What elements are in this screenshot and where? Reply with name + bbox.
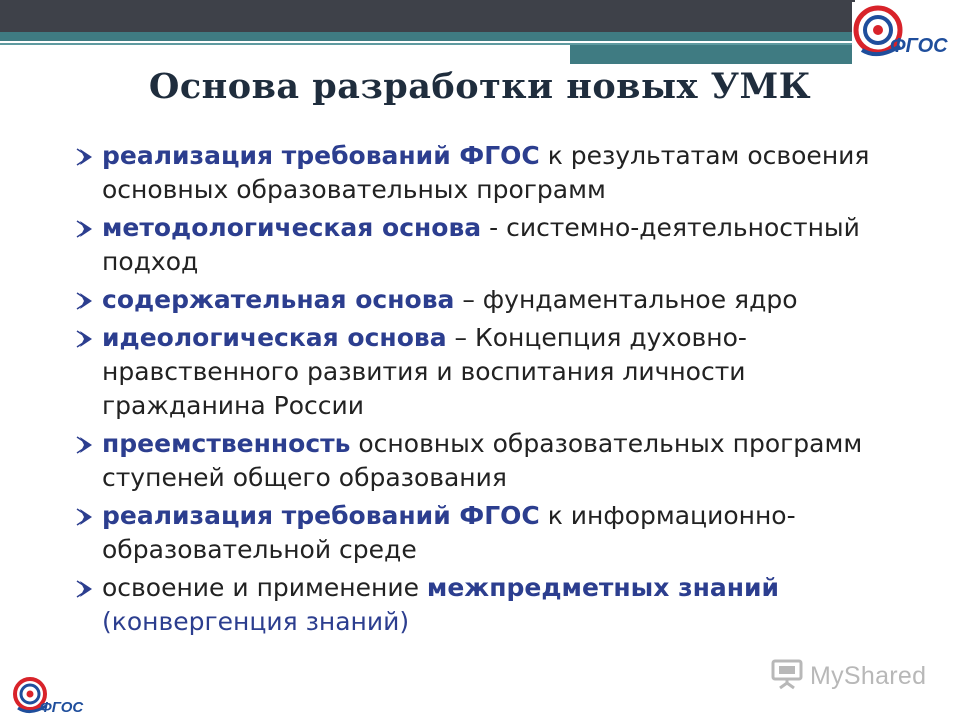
arrow-bullet-icon bbox=[76, 139, 100, 173]
arrow-bullet-icon bbox=[76, 427, 100, 461]
list-item bbox=[76, 499, 876, 567]
fgos-logo bbox=[852, 2, 956, 64]
bullet-list bbox=[76, 139, 876, 643]
item-text: - системно-деятельностный подход bbox=[102, 213, 860, 276]
fgos-logo-footer bbox=[10, 674, 102, 718]
list-item bbox=[76, 283, 876, 317]
arrow-bullet-icon bbox=[76, 571, 100, 605]
arrow-bullet-icon bbox=[76, 499, 100, 533]
slide-title: Основа разработки новых УМК bbox=[148, 66, 812, 107]
arrow-bullet-icon bbox=[76, 211, 100, 245]
item-text: к результатам освоения основных образовательных программ bbox=[102, 141, 870, 204]
header-dark-bar bbox=[0, 0, 855, 32]
header-accent-stripe bbox=[0, 32, 855, 41]
item-text: – Концепция духовно-нравственного развития и воспитания личности гражданина России bbox=[102, 323, 747, 420]
item-highlight: преемственность bbox=[102, 429, 351, 458]
list-item bbox=[76, 139, 876, 207]
list-item bbox=[76, 427, 876, 495]
header-accent-block bbox=[570, 45, 855, 64]
item-text: к информационно-образовательной среде bbox=[102, 501, 796, 564]
watermark-text: MyShared bbox=[810, 661, 927, 690]
item-suffix: (конвергенция знаний) bbox=[102, 607, 410, 636]
item-highlight: реализация требований ФГОС bbox=[102, 501, 540, 530]
svg-text:ФГОС: ФГОС bbox=[890, 35, 948, 57]
item-text: – фундаментальное ядро bbox=[454, 285, 798, 314]
presentation-icon bbox=[770, 658, 804, 694]
arrow-bullet-icon bbox=[76, 321, 100, 355]
list-item bbox=[76, 321, 876, 423]
item-highlight: содержательная основа bbox=[102, 285, 455, 314]
svg-text:ФГОС: ФГОС bbox=[40, 699, 84, 716]
myshared-watermark bbox=[770, 658, 940, 694]
item-highlight: реализация требований ФГОС bbox=[102, 141, 540, 170]
item-highlight: идеологическая основа bbox=[102, 323, 447, 352]
list-item bbox=[76, 211, 876, 279]
item-highlight: межпредметных знаний bbox=[426, 573, 780, 602]
list-item bbox=[76, 571, 876, 639]
arrow-bullet-icon bbox=[76, 283, 100, 317]
item-prefix: освоение и применение bbox=[102, 573, 427, 602]
item-text: основных образовательных программ ступеней общего образования bbox=[102, 429, 863, 492]
item-highlight: методологическая основа bbox=[102, 213, 482, 242]
